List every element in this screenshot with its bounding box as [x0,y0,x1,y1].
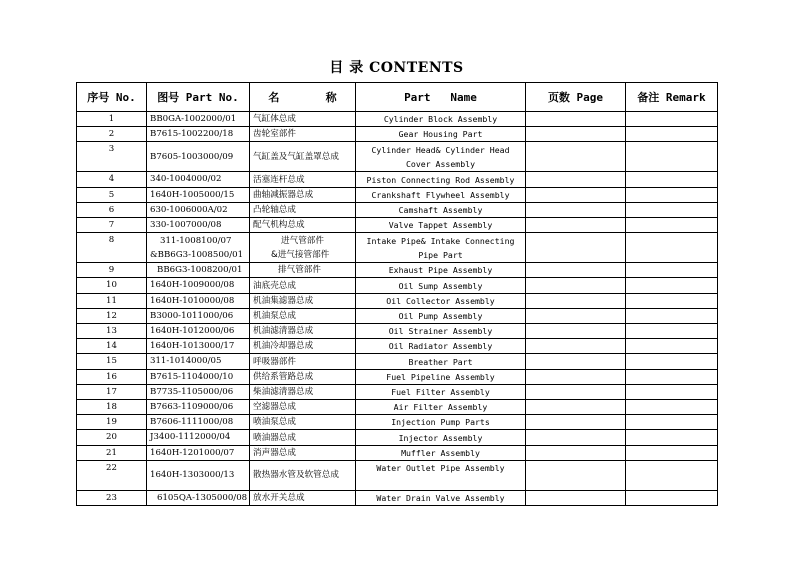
page-cell [526,278,626,293]
row-number: 19 [77,415,147,430]
part-number-line: B7615-1002200/18 [150,129,234,140]
table-row [77,324,718,339]
row-number: 22 [77,460,147,490]
page-cell [526,218,626,233]
english-name: Oil Radiator Assembly [356,339,526,354]
chinese-name-line: 油底壳总成 [253,280,296,291]
chinese-name [250,112,356,127]
english-name: Gear Housing Part [356,127,526,142]
part-number-line: BB0GA-1002000/01 [150,114,237,124]
part-number [147,172,250,187]
english-name: Piston Connecting Rod Assembly [356,172,526,187]
page-cell [526,202,626,217]
table-row [77,384,718,399]
english-name: Water Outlet Pipe Assembly [356,460,526,490]
row-number: 7 [77,218,147,233]
english-name: Oil Sump Assembly [356,278,526,293]
remark-cell [626,172,718,187]
chinese-name-line: 消声器总成 [253,447,296,458]
table-row [77,112,718,127]
remark-cell [626,233,718,263]
remark-cell [626,369,718,384]
part-number [147,293,250,308]
english-name: Injection Pump Parts [356,415,526,430]
part-number-line: J3400-1112000/04 [150,432,231,443]
part-number [147,278,250,293]
chinese-name-line: 柴油滤清器总成 [253,386,314,397]
chinese-name-line: &进气接管部件 [271,249,330,260]
chinese-name-line: 散热器水管及软管总成 [253,470,339,481]
page-cell [526,445,626,460]
part-number-line: 1640H-1012000/06 [150,326,235,337]
table-row [77,263,718,278]
part-number [147,460,250,490]
row-number: 1 [77,112,147,127]
row-number: 23 [77,490,147,505]
english-name: Injector Assembly [356,430,526,445]
part-number-line: 1640H-1005000/15 [150,189,235,200]
part-number-line: 330-1007000/08 [150,220,222,231]
chinese-name-line: 放水开关总成 [253,492,305,503]
english-name: Exhaust Pipe Assembly [356,263,526,278]
english-name: Muffler Assembly [356,445,526,460]
table-row [77,415,718,430]
page-cell [526,400,626,415]
table-row [77,293,718,308]
table-row [77,127,718,142]
header-part-no: 图号 Part No. [147,83,250,112]
part-number [147,308,250,323]
remark-cell [626,202,718,217]
chinese-name-line: 喷油泵总成 [253,417,296,428]
part-number [147,202,250,217]
part-number-line: B7735-1105000/06 [150,386,234,397]
part-number [147,339,250,354]
table-row [77,142,718,172]
page-cell [526,308,626,323]
page-cell [526,233,626,263]
part-number-line: 1640H-1303000/13 [150,470,235,481]
remark-cell [626,278,718,293]
part-number [147,127,250,142]
part-number [147,324,250,339]
part-number-line: BB6G3-1008200/01 [157,265,243,276]
part-number-line: 630-1006000A/02 [150,204,228,215]
remark-cell [626,460,718,490]
chinese-name [250,430,356,445]
remark-cell [626,430,718,445]
chinese-name-line: 进气管部件 [281,235,324,246]
part-number-line: B7615-1104000/10 [150,371,234,382]
remark-cell [626,308,718,323]
table-row [77,187,718,202]
english-name: Oil Strainer Assembly [356,324,526,339]
page-cell [526,460,626,490]
part-number-line: 6105QA-1305000/08 [157,492,248,503]
remark-cell [626,293,718,308]
english-name: Fuel Filter Assembly [356,384,526,399]
page-cell [526,324,626,339]
chinese-name [250,278,356,293]
part-number-line: &BB6G3-1008500/01 [150,249,244,260]
table-row [77,430,718,445]
chinese-name [250,490,356,505]
part-number [147,233,250,263]
part-number-line: B3000-1011000/06 [150,310,234,321]
part-number-line: 311-1008100/07 [160,235,232,246]
row-number: 17 [77,384,147,399]
part-number [147,430,250,445]
part-number [147,384,250,399]
chinese-name-line: 机油冷却器总成 [253,341,314,352]
page-cell [526,490,626,505]
chinese-name [250,354,356,369]
remark-cell [626,187,718,202]
part-number [147,369,250,384]
remark-cell [626,354,718,369]
row-number: 13 [77,324,147,339]
part-number [147,400,250,415]
english-name: Cylinder Block Assembly [356,112,526,127]
part-number [147,490,250,505]
chinese-name [250,218,356,233]
chinese-name [250,415,356,430]
part-number [147,415,250,430]
chinese-name [250,339,356,354]
english-name: Oil Collector Assembly [356,293,526,308]
chinese-name-line: 曲轴减振器总成 [253,189,314,200]
chinese-name [250,172,356,187]
row-number: 4 [77,172,147,187]
header-remark: 备注 Remark [626,83,718,112]
page-cell [526,354,626,369]
chinese-name-line: 供给系管路总成 [253,371,314,382]
row-number: 15 [77,354,147,369]
row-number: 12 [77,308,147,323]
remark-cell [626,400,718,415]
chinese-name-line: 齿轮室部件 [253,129,296,140]
table-row [77,233,718,263]
contents-table [76,82,718,506]
part-number [147,142,250,172]
english-name: Breather Part [356,354,526,369]
chinese-name-line: 气缸体总成 [253,114,296,125]
remark-cell [626,415,718,430]
remark-cell [626,142,718,172]
table-row [77,445,718,460]
part-number-line: 1640H-1201000/07 [150,447,235,458]
remark-cell [626,339,718,354]
row-number: 2 [77,127,147,142]
header-name-cn: 名 称 [250,83,356,112]
header-name-en: Part Name [356,83,526,112]
row-number: 5 [77,187,147,202]
remark-cell [626,445,718,460]
page-cell [526,127,626,142]
chinese-name [250,293,356,308]
part-number [147,263,250,278]
chinese-name [250,369,356,384]
remark-cell [626,384,718,399]
page-cell [526,384,626,399]
part-number [147,218,250,233]
table-row [77,308,718,323]
chinese-name-line: 排气管部件 [278,265,321,276]
table-row [77,369,718,384]
table-row [77,218,718,233]
chinese-name [250,187,356,202]
page-cell [526,187,626,202]
remark-cell [626,127,718,142]
row-number: 18 [77,400,147,415]
english-name: Oil Pump Assembly [356,308,526,323]
part-number [147,354,250,369]
chinese-name [250,445,356,460]
remark-cell [626,218,718,233]
row-number: 6 [77,202,147,217]
chinese-name-line: 机油泵总成 [253,310,296,321]
part-number-line: 1640H-1010000/08 [150,295,235,306]
table-row [77,460,718,490]
table-row [77,354,718,369]
chinese-name-line: 凸轮轴总成 [253,204,296,215]
chinese-name [250,233,356,263]
part-number-line: B7663-1109000/06 [150,402,234,413]
chinese-name-line: 气缸盖及气缸盖罩总成 [253,151,339,162]
chinese-name [250,202,356,217]
row-number: 9 [77,263,147,278]
part-number-line: 340-1004000/02 [150,174,222,185]
header-page: 页数 Page [526,83,626,112]
english-name: Water Drain Valve Assembly [356,490,526,505]
chinese-name [250,263,356,278]
table-row [77,339,718,354]
page-cell [526,263,626,278]
chinese-name-line: 呼吸器部件 [253,356,296,367]
chinese-name [250,460,356,490]
page-cell [526,293,626,308]
part-number-line: B7605-1003000/09 [150,151,234,162]
part-number-line: 1640H-1009000/08 [150,280,235,291]
english-name: Crankshaft Flywheel Assembly [356,187,526,202]
row-number: 11 [77,293,147,308]
english-name: Camshaft Assembly [356,202,526,217]
row-number: 21 [77,445,147,460]
table-row [77,202,718,217]
table-row [77,490,718,505]
table-row [77,400,718,415]
remark-cell [626,324,718,339]
part-number [147,445,250,460]
english-name: Intake Pipe& Intake Connecting Pipe Part [356,233,526,263]
table-row [77,172,718,187]
row-number: 20 [77,430,147,445]
part-number-line: B7606-1111000/08 [150,417,234,428]
row-number: 10 [77,278,147,293]
row-number: 16 [77,369,147,384]
chinese-name-line: 活塞连杆总成 [253,174,305,185]
page-title: 目 录 CONTENTS [329,60,464,76]
part-number-line: 311-1014000/05 [150,356,222,367]
chinese-name [250,384,356,399]
chinese-name-line: 机油滤清器总成 [253,326,314,337]
page-cell [526,339,626,354]
remark-cell [626,112,718,127]
chinese-name [250,308,356,323]
page-cell [526,172,626,187]
page-cell [526,369,626,384]
english-name: Valve Tappet Assembly [356,218,526,233]
part-number-line: 1640H-1013000/17 [150,341,235,352]
chinese-name-line: 喷油器总成 [253,432,296,443]
english-name: Air Filter Assembly [356,400,526,415]
chinese-name [250,400,356,415]
header-row [77,83,718,112]
remark-cell [626,490,718,505]
chinese-name [250,142,356,172]
chinese-name-line: 空滤器总成 [253,402,296,413]
row-number: 3 [77,142,147,172]
chinese-name [250,324,356,339]
remark-cell [626,263,718,278]
page-cell [526,430,626,445]
chinese-name-line: 配气机构总成 [253,220,305,231]
row-number: 14 [77,339,147,354]
chinese-name [250,127,356,142]
part-number [147,112,250,127]
table-row [77,278,718,293]
english-name: Fuel Pipeline Assembly [356,369,526,384]
part-number [147,187,250,202]
page-cell [526,142,626,172]
row-number: 8 [77,233,147,263]
page-cell [526,415,626,430]
header-no: 序号 No. [77,83,147,112]
page-cell [526,112,626,127]
chinese-name-line: 机油集滤器总成 [253,295,314,306]
english-name: Cylinder Head& Cylinder Head Cover Assembly [356,142,526,172]
